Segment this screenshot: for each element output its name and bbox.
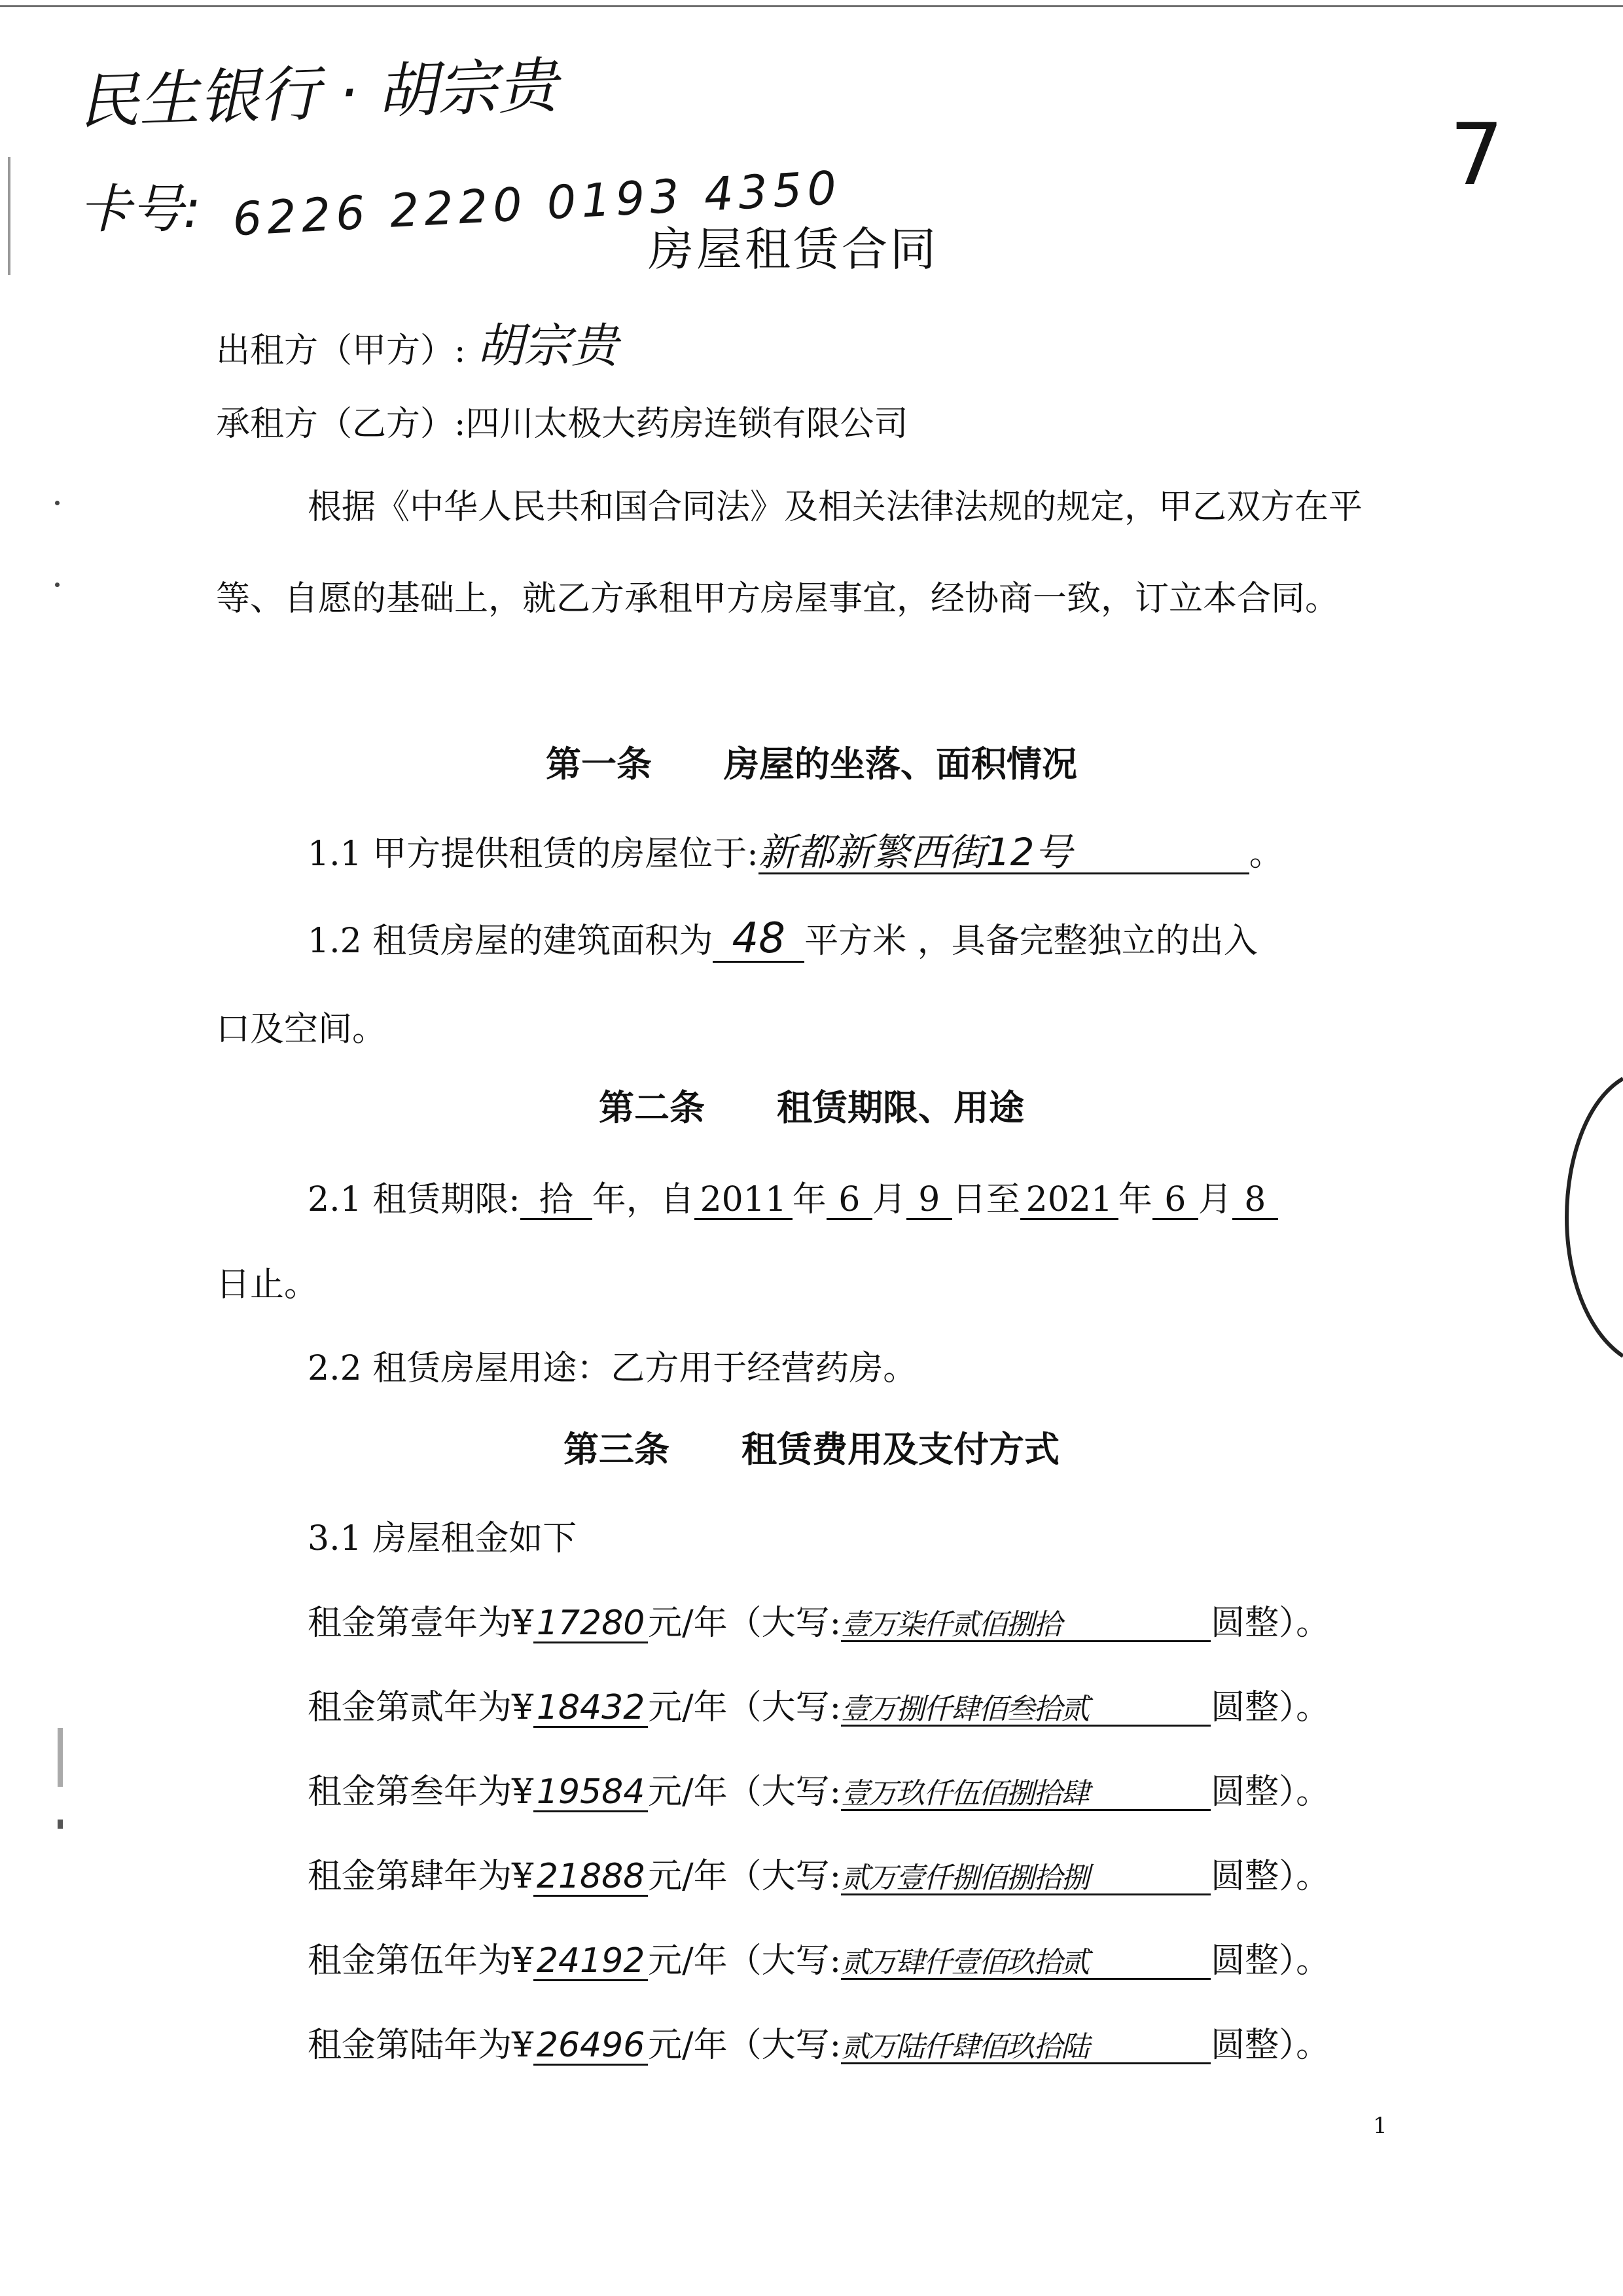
rent-row-end: 圆整）。 xyxy=(1211,1688,1330,1727)
lessee-line xyxy=(216,396,908,445)
rent-row-unit: 元/年（大写: xyxy=(648,1941,842,1981)
handwritten-card-number: 6226 2220 0193 4350 xyxy=(231,160,843,247)
rent-row-label: 租金第伍年为¥ xyxy=(308,1941,534,1981)
building-area-field: 48 xyxy=(713,917,804,963)
end-day-field: 8 xyxy=(1232,1182,1278,1220)
clause-1-1 xyxy=(308,826,1283,875)
clause-1-2-text: 平方米 ，具备完整独立的出入 xyxy=(804,922,1258,961)
contract-title: 房屋租赁合同 xyxy=(648,223,938,276)
rent-row-label: 租金第陆年为¥ xyxy=(308,2026,534,2065)
month-unit: 月 xyxy=(872,1180,906,1219)
rent-amount-words-field: 壹万捌仟肆佰叁拾贰 xyxy=(841,1695,1211,1727)
rent-amount-words-field: 贰万陆仟肆佰玖拾陆 xyxy=(841,2032,1211,2064)
rent-row-year-1 xyxy=(308,1595,1330,1644)
handwritten-card-label: 卡号: xyxy=(79,179,201,240)
page-number: 1 xyxy=(1373,2113,1387,2139)
rent-row-unit: 元/年（大写: xyxy=(648,2026,842,2065)
rent-amount-field: 21888 xyxy=(533,1859,648,1897)
binding-mark xyxy=(58,1728,63,1787)
scan-edge-mark xyxy=(8,157,10,275)
clause-1-1-end: 。 xyxy=(1249,834,1283,874)
rent-row-label: 租金第肆年为¥ xyxy=(308,1857,534,1896)
preamble: 根据《中华人民共和国合同法》及相关法律法规的规定，甲乙双方在平等、自愿的基础上，就乙方承租甲方房屋事宜，经协商一致，订立本合同。 xyxy=(216,488,1363,619)
end-month-field: 6 xyxy=(1152,1182,1198,1220)
clause-1-1-label: 1.1 甲方提供租赁的房屋位于: xyxy=(308,834,758,874)
start-year-field: 2011 xyxy=(694,1182,793,1220)
clause-2-1-end: 日止。 xyxy=(216,1265,319,1304)
rent-row-year-2 xyxy=(308,1679,1330,1729)
rent-row-year-3 xyxy=(308,1764,1330,1813)
article2-number: 第二条 xyxy=(599,1086,705,1128)
rent-row-end: 圆整）。 xyxy=(1211,1857,1330,1896)
lessor-signature: 胡宗贵 xyxy=(476,318,618,373)
lessee-name: 四川太极大药房连锁有限公司 xyxy=(465,404,908,444)
day-to-text: 日至 xyxy=(952,1180,1020,1219)
rent-row-unit: 元/年（大写: xyxy=(648,1857,842,1896)
article3-title: 租赁费用及支付方式 xyxy=(741,1428,1060,1470)
rent-amount-words-field: 贰万壹仟捌佰捌拾捌 xyxy=(841,1863,1211,1895)
lessor-label: 出租方（甲方）: xyxy=(216,331,466,370)
binding-mark xyxy=(58,1820,63,1829)
article1-number: 第一条 xyxy=(546,743,652,785)
year-unit: 年 xyxy=(1118,1180,1152,1219)
rent-row-label: 租金第叁年为¥ xyxy=(308,1772,534,1812)
handwritten-page-mark: 7 xyxy=(1450,105,1504,204)
seal-stamp-arc xyxy=(1558,1073,1623,1361)
lessor-line xyxy=(216,308,618,376)
rent-row-unit: 元/年（大写: xyxy=(648,1772,842,1812)
rent-row-unit: 元/年（大写: xyxy=(648,1604,842,1643)
clause-1-2 xyxy=(308,913,1258,963)
rent-row-end: 圆整）。 xyxy=(1211,1604,1330,1643)
article2-title: 租赁期限、用途 xyxy=(777,1086,1024,1128)
article3-number: 第三条 xyxy=(563,1428,669,1470)
article1-heading xyxy=(0,736,1623,787)
end-year-field: 2021 xyxy=(1020,1182,1118,1220)
rent-row-label: 租金第壹年为¥ xyxy=(308,1604,534,1643)
clause-2-2: 2.2 租赁房屋用途：乙方用于经营药房。 xyxy=(308,1349,918,1388)
rent-amount-field: 24192 xyxy=(533,1943,648,1981)
clause-3-1: 3.1 房屋租金如下 xyxy=(308,1519,577,1558)
scan-dot xyxy=(55,501,60,505)
handwritten-bank-name: 民生银行 · 胡宗贵 xyxy=(77,50,559,137)
year-unit: 年 xyxy=(792,1180,827,1219)
lease-years-field: 拾 xyxy=(520,1182,592,1220)
rent-row-year-6 xyxy=(308,2017,1330,2066)
article2-heading xyxy=(0,1080,1623,1130)
start-month-field: 6 xyxy=(827,1182,872,1220)
lease-term-label: 2.1 租赁期限: xyxy=(308,1180,520,1219)
clause-1-2-continued: 口及空间。 xyxy=(216,1010,387,1049)
article3-heading xyxy=(0,1422,1623,1472)
rent-amount-words-field: 壹万玖仟伍佰捌拾肆 xyxy=(841,1779,1211,1811)
scan-dot xyxy=(55,583,60,587)
rent-row-unit: 元/年（大写: xyxy=(648,1688,842,1727)
rent-row-end: 圆整）。 xyxy=(1211,2026,1330,2065)
clause-2-1 xyxy=(308,1172,1278,1221)
article1-title: 房屋的坐落、面积情况 xyxy=(724,743,1077,785)
property-location-field: 新都新繁西街12号 xyxy=(758,833,1249,874)
rent-amount-words-field: 壹万柒仟贰佰捌拾 xyxy=(841,1610,1211,1642)
rent-row-year-4 xyxy=(308,1848,1330,1897)
month-unit: 月 xyxy=(1198,1180,1232,1219)
rent-amount-field: 26496 xyxy=(533,2028,648,2066)
clause-1-2-label: 1.2 租赁房屋的建筑面积为 xyxy=(308,922,713,961)
rent-amount-words-field: 贰万肆仟壹佰玖拾贰 xyxy=(841,1948,1211,1980)
lease-term-text: 年，自 xyxy=(592,1180,694,1219)
rent-row-end: 圆整）。 xyxy=(1211,1772,1330,1812)
rent-amount-field: 17280 xyxy=(533,1605,648,1643)
rent-row-end: 圆整）。 xyxy=(1211,1941,1330,1981)
lessee-label: 承租方（乙方）: xyxy=(216,404,466,444)
scan-edge-line xyxy=(0,5,1623,7)
rent-amount-field: 19584 xyxy=(533,1774,648,1812)
rent-row-year-5 xyxy=(308,1933,1330,1982)
start-day-field: 9 xyxy=(906,1182,952,1220)
rent-amount-field: 18432 xyxy=(533,1690,648,1728)
rent-row-label: 租金第贰年为¥ xyxy=(308,1688,534,1727)
